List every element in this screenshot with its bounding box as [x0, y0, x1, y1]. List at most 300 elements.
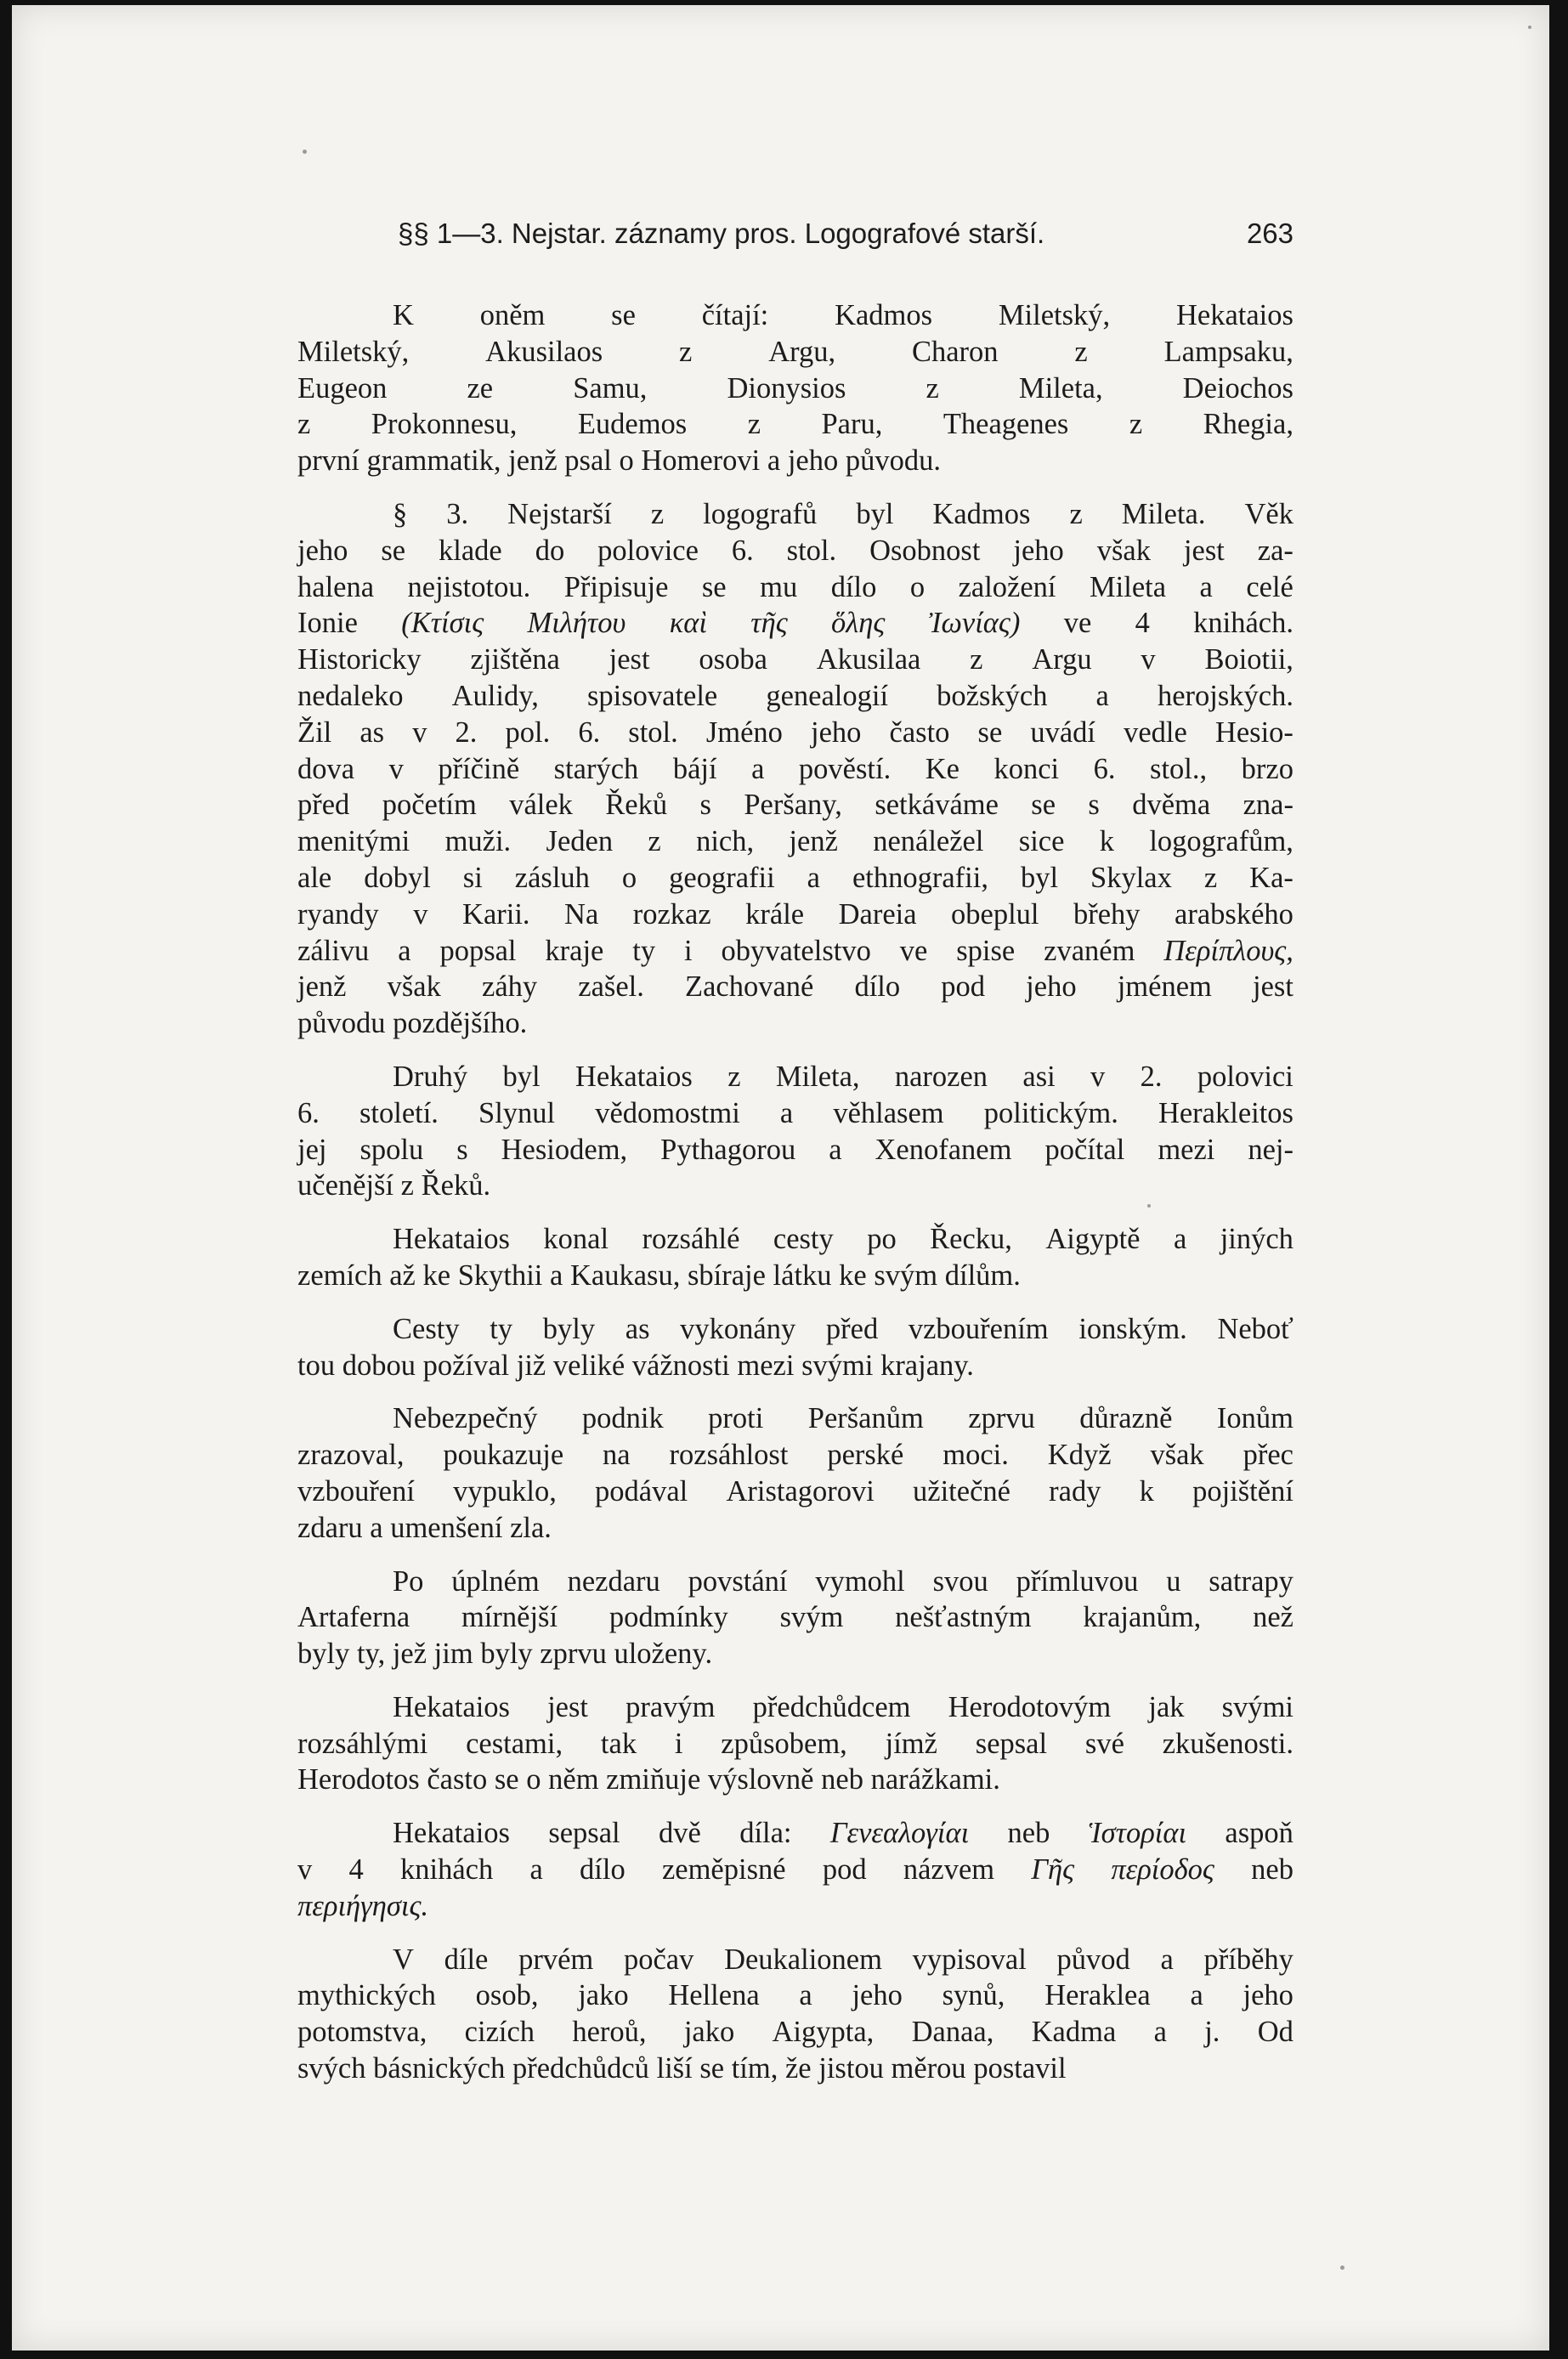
- word: Aristagorovi: [726, 1474, 875, 1508]
- word: dvěma: [1132, 789, 1211, 822]
- word: byl: [502, 1060, 541, 1093]
- word: z: [747, 408, 761, 441]
- word: způsobem,: [721, 1727, 847, 1760]
- word: Prokonnesu,: [371, 408, 518, 441]
- word: herojských.: [1157, 679, 1293, 712]
- word: Peršany,: [744, 789, 842, 822]
- word: Herodotos: [297, 1763, 420, 1796]
- word: Skythii: [457, 1259, 543, 1292]
- word: pozdějšího.: [393, 1007, 528, 1040]
- word: ὅλης: [831, 607, 886, 640]
- word: svými: [801, 1349, 874, 1382]
- word: pod: [941, 970, 986, 1004]
- word: jiných: [1220, 1223, 1293, 1256]
- word: se: [1031, 789, 1056, 822]
- paragraph-gap: [297, 1547, 1293, 1564]
- word: Hesiodem,: [501, 1133, 628, 1166]
- word: Kadmos: [932, 497, 1031, 530]
- book-page: [12, 5, 1549, 2351]
- word: jistou: [818, 2052, 884, 2085]
- word: díle: [444, 1943, 489, 1976]
- word: o: [621, 861, 637, 894]
- word: Rhegia,: [1203, 408, 1293, 441]
- word: jak: [1148, 1690, 1185, 1723]
- word: uvádí: [1030, 716, 1096, 749]
- word: byly: [297, 1638, 350, 1671]
- text-line: [297, 1095, 1293, 1132]
- word: Hekataios: [393, 1223, 510, 1256]
- text-line: [297, 1599, 1293, 1636]
- word: zla.: [510, 1511, 552, 1544]
- word: halena: [297, 570, 375, 603]
- word: Eugeon: [297, 371, 388, 404]
- word: sepsal: [975, 1727, 1048, 1760]
- word: polovice: [597, 534, 699, 567]
- word: svými: [1221, 1690, 1293, 1723]
- word: v: [1141, 643, 1156, 676]
- word: svých: [297, 2052, 366, 2085]
- word: v: [388, 752, 404, 785]
- text-line: [297, 897, 1293, 933]
- word: nejistotou.: [407, 570, 531, 603]
- word: se: [381, 534, 406, 567]
- word: 3.: [446, 497, 469, 530]
- word: zdaru: [297, 1511, 363, 1544]
- word: k: [1139, 1474, 1154, 1508]
- word: původu: [297, 1007, 386, 1040]
- word: Γενεαλογίαι: [829, 1817, 970, 1850]
- word: geografii: [669, 861, 775, 894]
- word: genealogií: [766, 679, 889, 712]
- word: podával: [595, 1474, 688, 1508]
- word: Danaa,: [911, 2016, 994, 2049]
- word: založení: [958, 570, 1056, 603]
- word: z: [1203, 861, 1218, 894]
- word: do: [535, 534, 565, 567]
- word: dobyl: [364, 861, 431, 894]
- word: a: [807, 861, 820, 894]
- word: jeho: [852, 1979, 903, 2012]
- word: ethnografii,: [852, 861, 988, 894]
- word: pojištění: [1192, 1474, 1293, 1508]
- word: Akusilaos: [485, 335, 603, 368]
- word: 2.: [1140, 1060, 1163, 1093]
- word: spolu: [359, 1133, 424, 1166]
- word: Kaukasu,: [569, 1259, 681, 1292]
- word: první: [297, 444, 359, 478]
- word: brzo: [1241, 752, 1293, 785]
- word: vypuklo,: [453, 1474, 557, 1508]
- text-line: [297, 371, 1293, 407]
- word: z: [970, 643, 983, 676]
- word: z: [650, 497, 665, 530]
- word: i: [674, 1727, 683, 1760]
- word: Věk: [1244, 497, 1293, 530]
- word: Když: [1047, 1439, 1112, 1472]
- word: synů,: [942, 1979, 1005, 2012]
- word: i: [684, 934, 693, 967]
- word: se: [701, 570, 727, 603]
- word: neb: [1007, 1817, 1050, 1850]
- word: jímž: [885, 1727, 937, 1760]
- word: jenž: [789, 825, 838, 858]
- word: Žil: [297, 716, 332, 749]
- word: Ἰωνίας): [928, 607, 1021, 640]
- word: zemích: [297, 1259, 382, 1292]
- word: mythických: [297, 1979, 436, 2012]
- word: a: [1160, 1943, 1174, 1976]
- word: zálivu: [297, 934, 370, 967]
- text-line: [297, 334, 1293, 371]
- word: §: [393, 497, 408, 530]
- word: Skylax: [1090, 861, 1172, 894]
- word: arabského: [1175, 897, 1293, 931]
- word: válek: [509, 789, 573, 822]
- word: neb: [1251, 1853, 1293, 1887]
- word: tak: [600, 1727, 637, 1760]
- text-line: [297, 823, 1293, 860]
- word: početím: [382, 789, 477, 822]
- word: z: [297, 408, 311, 441]
- word: perské: [827, 1439, 904, 1472]
- word: užitečné: [913, 1474, 1010, 1508]
- word: popsal: [439, 934, 517, 967]
- word: liší: [656, 2052, 693, 2085]
- word: K: [393, 299, 414, 331]
- word: měrou: [891, 2052, 966, 2085]
- word: dílo: [830, 570, 877, 603]
- word: jej: [297, 1133, 327, 1166]
- paragraph-gap: [297, 1042, 1293, 1059]
- text-line: [297, 1400, 1293, 1437]
- word: a: [1095, 679, 1109, 712]
- word: ze: [467, 371, 494, 404]
- word: v: [297, 1853, 313, 1887]
- word: století.: [359, 1096, 439, 1129]
- word: prvém: [518, 1943, 594, 1976]
- word: a: [829, 1133, 842, 1166]
- word: cesty: [773, 1223, 834, 1256]
- word: dílům.: [944, 1259, 1021, 1292]
- paragraph-gap: [297, 1672, 1293, 1689]
- word: vzbouřením: [908, 1312, 1049, 1345]
- word: jeho: [1243, 1979, 1293, 2012]
- word: nenáležel: [873, 825, 984, 858]
- word: ke: [839, 1259, 867, 1292]
- word: krajanům,: [1083, 1601, 1202, 1634]
- word: obyvatelstvo: [721, 934, 871, 967]
- word: jež: [392, 1638, 427, 1671]
- word: Herodotovým: [948, 1690, 1112, 1723]
- text-line: [297, 443, 1293, 479]
- text-line: [297, 496, 1293, 533]
- word: Deukalionem: [724, 1943, 882, 1976]
- word: se: [611, 299, 636, 331]
- word: břehy: [1073, 897, 1141, 931]
- word: Γῆς: [1031, 1853, 1075, 1887]
- running-header: [297, 216, 1293, 252]
- word: kraje: [545, 934, 604, 967]
- word: byl: [856, 497, 894, 530]
- word: vedle: [1124, 716, 1187, 749]
- text-line: [297, 1258, 1293, 1294]
- word: jeho: [1026, 970, 1077, 1004]
- text-line: [297, 533, 1293, 569]
- word: logografům,: [1149, 825, 1293, 858]
- word: často: [427, 1763, 488, 1796]
- word: grammatik,: [366, 444, 501, 478]
- word: Homerovi: [641, 444, 761, 478]
- text-line: [297, 1221, 1293, 1258]
- word: Mileta,: [1018, 371, 1103, 404]
- word: uloženy.: [614, 1638, 713, 1671]
- word: Druhý: [393, 1060, 468, 1093]
- word: Dionysios: [727, 371, 846, 404]
- speck: [1528, 25, 1531, 29]
- word: jménem: [1117, 970, 1212, 1004]
- text-line: [297, 1762, 1293, 1798]
- word: a: [1153, 2016, 1167, 2049]
- word: mezi: [1158, 1133, 1215, 1166]
- text-line: [297, 1977, 1293, 2014]
- word: s: [456, 1133, 468, 1166]
- word: Περίπλους,: [1163, 934, 1293, 967]
- word: mu: [760, 570, 798, 603]
- word: Kadmos: [835, 299, 933, 331]
- word: knihách: [400, 1853, 494, 1887]
- word: τῆς: [750, 607, 788, 640]
- word: věhlasem: [833, 1096, 944, 1129]
- word: jako: [683, 2016, 735, 2049]
- text-line: [297, 1132, 1293, 1168]
- word: počav: [623, 1943, 694, 1976]
- word: a: [550, 1259, 563, 1292]
- word: před: [297, 789, 350, 822]
- word: pověstí.: [798, 752, 892, 785]
- word: Kadma: [1031, 2016, 1117, 2049]
- word: své: [1084, 1727, 1124, 1760]
- word: Aigypta,: [772, 2016, 875, 2049]
- text-line: [297, 715, 1293, 751]
- word: Jeden: [546, 825, 614, 858]
- text-line: [297, 297, 1293, 334]
- word: Artaferna: [297, 1601, 410, 1634]
- text-line: [297, 1474, 1293, 1510]
- word: 2.: [455, 716, 478, 749]
- word: krajany.: [880, 1349, 974, 1382]
- word: veliké: [552, 1349, 626, 1382]
- word: a: [398, 934, 411, 967]
- word: požíval: [422, 1349, 510, 1382]
- word: sepsal: [548, 1817, 620, 1850]
- word: περιήγησις.: [297, 1889, 429, 1922]
- word: Heraklea: [1044, 1979, 1151, 2012]
- word: pravým: [626, 1690, 716, 1723]
- word: Připisuje: [563, 570, 669, 603]
- word: jest: [1183, 534, 1225, 567]
- text-line: [297, 678, 1293, 715]
- text-line: [297, 933, 1293, 970]
- text-line: [297, 1311, 1293, 1348]
- word: krále: [745, 897, 805, 931]
- word: nezdaru: [567, 1564, 660, 1598]
- word: Miletský,: [998, 299, 1111, 331]
- word: z: [1069, 497, 1083, 530]
- page-number: 263: [1246, 218, 1293, 249]
- word: názvem: [903, 1853, 995, 1887]
- word: povstání: [688, 1564, 788, 1598]
- word: zeměpisné: [661, 1853, 786, 1887]
- text-line: [297, 969, 1293, 1005]
- word: pod: [822, 1853, 867, 1887]
- word: knihách.: [1193, 607, 1293, 640]
- word: předchůdcem: [752, 1690, 911, 1723]
- word: ty: [632, 934, 656, 967]
- word: osob,: [475, 1979, 539, 2012]
- word: narážkami.: [870, 1763, 1000, 1796]
- word: přec: [1243, 1439, 1293, 1472]
- word: Po: [393, 1564, 424, 1598]
- word: 6.: [731, 534, 754, 567]
- word: nedaleko: [297, 679, 404, 712]
- word: a: [799, 1979, 812, 2012]
- word: výslovně: [707, 1763, 814, 1796]
- word: s: [699, 789, 711, 822]
- word: muži.: [444, 825, 512, 858]
- word: Řeků.: [421, 1169, 491, 1202]
- word: umenšení: [390, 1511, 503, 1544]
- word: Mileta,: [775, 1060, 860, 1093]
- word: se: [494, 1763, 519, 1796]
- word: Charon: [911, 335, 999, 368]
- word: vzbouření: [297, 1474, 415, 1508]
- text-line: [297, 1437, 1293, 1474]
- word: jest: [609, 643, 650, 676]
- word: jest: [547, 1690, 588, 1723]
- word: 6.: [297, 1096, 320, 1129]
- paragraph-gap: [297, 479, 1293, 496]
- word: Aulidy,: [451, 679, 539, 712]
- word: Peršanům: [807, 1402, 924, 1435]
- word: přímluvou: [1016, 1564, 1139, 1598]
- word: stol.: [628, 716, 678, 749]
- word: Herakleitos: [1158, 1096, 1293, 1129]
- word: počítal: [1044, 1133, 1125, 1166]
- text-line: [297, 1636, 1293, 1672]
- word: a: [779, 1096, 794, 1129]
- word: ve: [1063, 607, 1092, 640]
- word: spise: [956, 934, 1016, 967]
- word: Argu: [1032, 643, 1092, 676]
- word: Hekataios: [575, 1060, 693, 1093]
- word: asi: [1022, 1060, 1056, 1093]
- word: pol.: [505, 716, 551, 749]
- word: byly: [480, 1638, 533, 1671]
- word: tou: [297, 1349, 336, 1382]
- word: Μιλήτου: [527, 607, 626, 640]
- word: zvaném: [1044, 934, 1135, 967]
- word: (Κτίσις: [401, 607, 484, 640]
- word: Ionie: [297, 607, 358, 640]
- word: Boiotii,: [1204, 643, 1293, 676]
- word: k: [1099, 825, 1114, 858]
- word: logografů: [703, 497, 818, 530]
- word: příčině: [438, 752, 520, 785]
- paragraph-gap: [297, 1204, 1293, 1221]
- word: čítají:: [701, 299, 769, 331]
- page-text: [297, 216, 1293, 2087]
- word: Nejstarší: [507, 497, 612, 530]
- word: jim: [433, 1638, 473, 1671]
- word: vykonány: [680, 1312, 796, 1345]
- word: Miletský,: [297, 335, 410, 368]
- word: a: [751, 752, 765, 785]
- word: jeho: [1013, 534, 1064, 567]
- text-line: [297, 1564, 1293, 1600]
- word: zmiňuje: [606, 1763, 701, 1796]
- word: politickým.: [983, 1096, 1118, 1129]
- text-line: [297, 1689, 1293, 1726]
- word: psal: [564, 444, 612, 478]
- speck: [303, 150, 307, 154]
- word: jest: [1253, 970, 1293, 1004]
- word: moci.: [942, 1439, 1009, 1472]
- text-line: [297, 1059, 1293, 1095]
- text-line: [297, 605, 1293, 642]
- word: rozkaz: [632, 897, 711, 931]
- word: o: [909, 570, 926, 603]
- word: něm: [548, 1763, 599, 1796]
- text-line: [297, 1348, 1293, 1384]
- word: byl: [1020, 861, 1059, 894]
- word: Hellena: [668, 1979, 760, 2012]
- word: Hekataios: [393, 1690, 510, 1723]
- word: a: [370, 1511, 383, 1544]
- word: z: [727, 1060, 741, 1093]
- word: starých: [553, 752, 639, 785]
- word: ty,: [356, 1638, 386, 1671]
- text-line: [297, 2051, 1293, 2087]
- word: a: [1173, 1223, 1187, 1256]
- word: básnických: [373, 2052, 506, 2085]
- word: neb: [821, 1763, 863, 1796]
- word: osoba: [699, 643, 767, 676]
- word: až: [389, 1259, 416, 1292]
- word: původ: [1056, 1943, 1130, 1976]
- word: z: [1129, 408, 1143, 441]
- word: zrazoval,: [297, 1439, 405, 1472]
- word: Na: [564, 897, 599, 931]
- word: Akusilaa: [816, 643, 921, 676]
- word: Pythagorou: [660, 1133, 796, 1166]
- word: Nebezpečný: [393, 1402, 538, 1435]
- word: vymohl: [815, 1564, 905, 1598]
- word: j.: [1204, 2016, 1220, 2049]
- word: však: [1150, 1439, 1204, 1472]
- word: konci: [993, 752, 1060, 785]
- word: Ἱστορίαι: [1088, 1817, 1187, 1850]
- text-line: [297, 860, 1293, 897]
- word: z: [1074, 335, 1088, 368]
- word: sice: [1018, 825, 1065, 858]
- word: před: [825, 1312, 879, 1345]
- word: Cesty: [393, 1312, 460, 1345]
- word: bájí: [672, 752, 717, 785]
- word: předchůdců: [512, 2052, 649, 2085]
- word: rozsáhlé: [642, 1223, 740, 1256]
- word: původu.: [845, 444, 941, 478]
- word: postavil: [973, 2052, 1067, 2085]
